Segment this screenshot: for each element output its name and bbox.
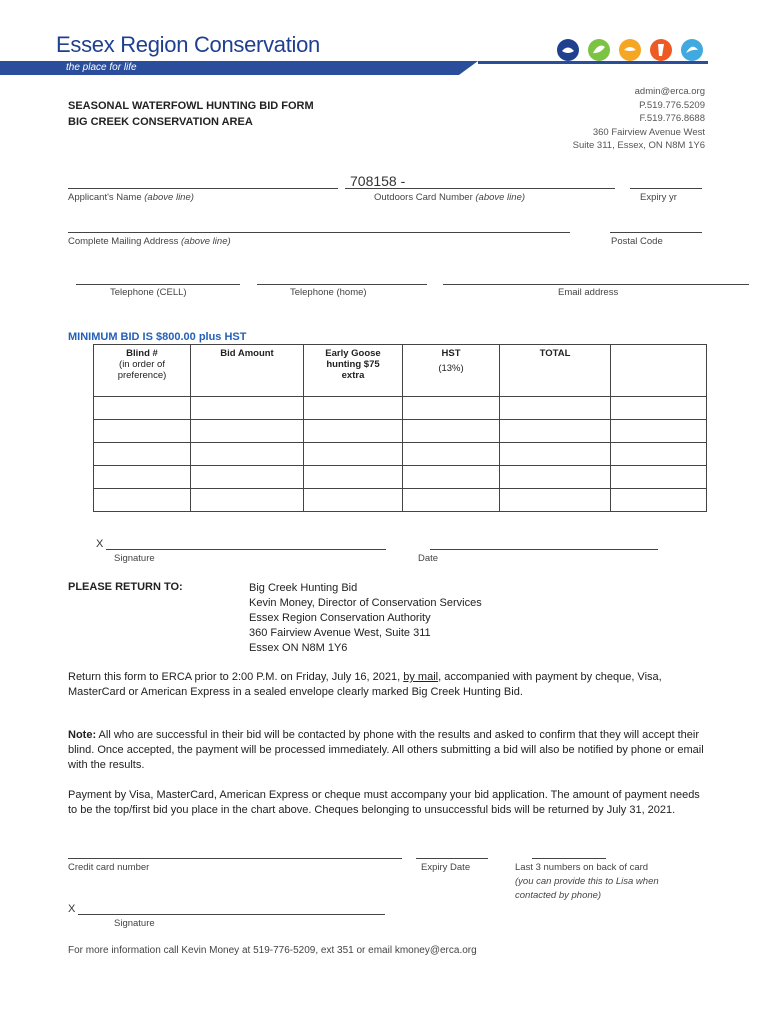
date-line[interactable] <box>430 549 658 550</box>
header-bid-amount: Bid Amount <box>191 345 304 397</box>
last3-note-2: contacted by phone) <box>515 890 602 901</box>
cell-total[interactable] <box>500 397 611 420</box>
by-mail-text: by mail <box>403 671 439 683</box>
note-paragraph: Note: All who are successful in their bid will be contacted by phone with the results and asked to confirm that they will accept their blind. Once accepted, the payment will be processed immediately. All others submitting a bid will also be notified by phone or email with the results. <box>68 729 704 771</box>
applicant-name-label: Applicant's Name (above line) <box>68 192 194 203</box>
date-label: Date <box>418 553 439 564</box>
tel-home-line[interactable] <box>257 284 427 285</box>
cell-bid-amount[interactable] <box>191 489 304 512</box>
header-total: TOTAL <box>500 345 611 397</box>
table-row <box>94 489 707 512</box>
card-expiry-line[interactable] <box>416 858 488 859</box>
cell-blind[interactable] <box>94 420 191 443</box>
cell-early-goose[interactable] <box>304 443 403 466</box>
cell-bid-amount[interactable] <box>191 443 304 466</box>
footer-info: For more information call Kevin Money at 519-776-5209, ext 351 or email kmoney@erca.org <box>68 945 477 956</box>
return-address-line: Essex ON N8M 1Y6 <box>249 642 348 654</box>
minimum-bid-text: MINIMUM BID IS $800.00 plus HST <box>68 331 247 343</box>
cell-hst[interactable] <box>403 397 500 420</box>
outdoors-card-label: Outdoors Card Number (above line) <box>374 192 526 203</box>
cell-early-goose[interactable] <box>304 397 403 420</box>
payment-paragraph: Payment by Visa, MasterCard, American Express or cheque must accompany your bid application. The amount of payment needs to be the top/first bid you place in the chart above. Cheques belonging to unsuccessful bids will be returned by July 31, 2021. <box>68 789 700 816</box>
contact-phone: P.519.776.5209 <box>639 99 705 111</box>
table-row <box>94 420 707 443</box>
cell-early-goose[interactable] <box>304 489 403 512</box>
card-signature-label: Signature <box>114 918 155 929</box>
tel-cell-line[interactable] <box>76 284 240 285</box>
header-early-goose: Early Goose hunting $75 extra <box>304 345 403 397</box>
signature-line[interactable] <box>106 549 386 550</box>
mailing-address-line[interactable] <box>68 232 570 233</box>
last3-note-1: (you can provide this to Lisa when <box>515 876 659 887</box>
cell-bid-amount[interactable] <box>191 397 304 420</box>
tel-home-label: Telephone (home) <box>290 287 367 298</box>
logo-icons <box>556 38 706 62</box>
header-blind: Blind # (in order of preference) <box>94 345 191 397</box>
cell-blind[interactable] <box>94 397 191 420</box>
cell-total[interactable] <box>500 489 611 512</box>
cell-hst[interactable] <box>403 443 500 466</box>
bid-table <box>93 344 707 512</box>
email-line[interactable] <box>443 284 749 285</box>
contact-street: 360 Fairview Avenue West <box>592 126 705 138</box>
return-to-label: PLEASE RETURN TO: <box>68 581 183 593</box>
form-title-line-2: BIG CREEK CONSERVATION AREA <box>68 116 253 128</box>
last3-line[interactable] <box>532 858 606 859</box>
postal-code-line[interactable] <box>610 232 702 233</box>
cell-total[interactable] <box>500 443 611 466</box>
cell-extra[interactable] <box>611 489 707 512</box>
form-title <box>68 98 314 130</box>
cell-extra[interactable] <box>611 466 707 489</box>
contact-city: Suite 311, Essex, ON N8M 1Y6 <box>572 140 705 151</box>
card-signature-x-mark: X <box>68 903 76 915</box>
cell-extra[interactable] <box>611 397 707 420</box>
outdoors-card-value: 708158 - <box>350 173 406 189</box>
table-row <box>94 397 707 420</box>
header-hst: HST (13%) <box>403 345 500 397</box>
postal-code-label: Postal Code <box>611 236 663 247</box>
signature-label: Signature <box>114 553 155 564</box>
contact-email: admin@erca.org <box>634 86 705 97</box>
cell-blind[interactable] <box>94 443 191 466</box>
cell-total[interactable] <box>500 466 611 489</box>
return-address-line: 360 Fairview Avenue West, Suite 311 <box>249 627 431 639</box>
cell-extra[interactable] <box>611 420 707 443</box>
bid-table-header-row <box>94 345 707 397</box>
outdoors-card-line[interactable] <box>345 188 615 189</box>
tel-cell-label: Telephone (CELL) <box>110 287 187 298</box>
contact-block <box>573 85 705 153</box>
cell-hst[interactable] <box>403 420 500 443</box>
cell-extra[interactable] <box>611 443 707 466</box>
note-label: Note: <box>68 729 97 741</box>
org-name: Essex Region Conservation <box>56 32 320 57</box>
cell-blind[interactable] <box>94 489 191 512</box>
cell-bid-amount[interactable] <box>191 466 304 489</box>
expiry-line[interactable] <box>630 188 702 189</box>
applicant-name-line[interactable] <box>68 188 338 189</box>
cell-early-goose[interactable] <box>304 466 403 489</box>
cell-early-goose[interactable] <box>304 420 403 443</box>
return-address <box>249 581 482 656</box>
cell-hst[interactable] <box>403 466 500 489</box>
cell-blind[interactable] <box>94 466 191 489</box>
card-signature-line[interactable] <box>78 914 385 915</box>
email-label: Email address <box>558 287 619 298</box>
table-row <box>94 466 707 489</box>
expiry-label: Expiry yr <box>640 192 677 203</box>
credit-card-line[interactable] <box>68 858 402 859</box>
credit-card-label: Credit card number <box>68 862 150 873</box>
mailing-address-label: Complete Mailing Address (above line) <box>68 236 231 247</box>
form-title-line-1: SEASONAL WATERFOWL HUNTING BID FORM <box>68 100 314 112</box>
signature-x-mark: X <box>96 538 104 550</box>
return-address-line: Kevin Money, Director of Conservation Services <box>249 597 482 609</box>
contact-fax: F.519.776.8688 <box>639 113 705 124</box>
last3-label: Last 3 numbers on back of card <box>515 862 649 873</box>
cell-total[interactable] <box>500 420 611 443</box>
return-address-line: Big Creek Hunting Bid <box>249 582 358 594</box>
tagline: the place for life <box>66 62 137 73</box>
card-expiry-label: Expiry Date <box>421 862 471 873</box>
cell-hst[interactable] <box>403 489 500 512</box>
return-instructions: Return this form to ERCA prior to 2:00 P.M. on Friday, July 16, 2021, by mail, accompanied with payment by cheque, Visa, MasterCard or American Express in a sealed envelope clearly marked Big Creek Hunting Bid. <box>68 671 662 698</box>
return-address-line: Essex Region Conservation Authority <box>249 612 431 624</box>
table-row <box>94 443 707 466</box>
header-extra <box>611 345 707 397</box>
cell-bid-amount[interactable] <box>191 420 304 443</box>
